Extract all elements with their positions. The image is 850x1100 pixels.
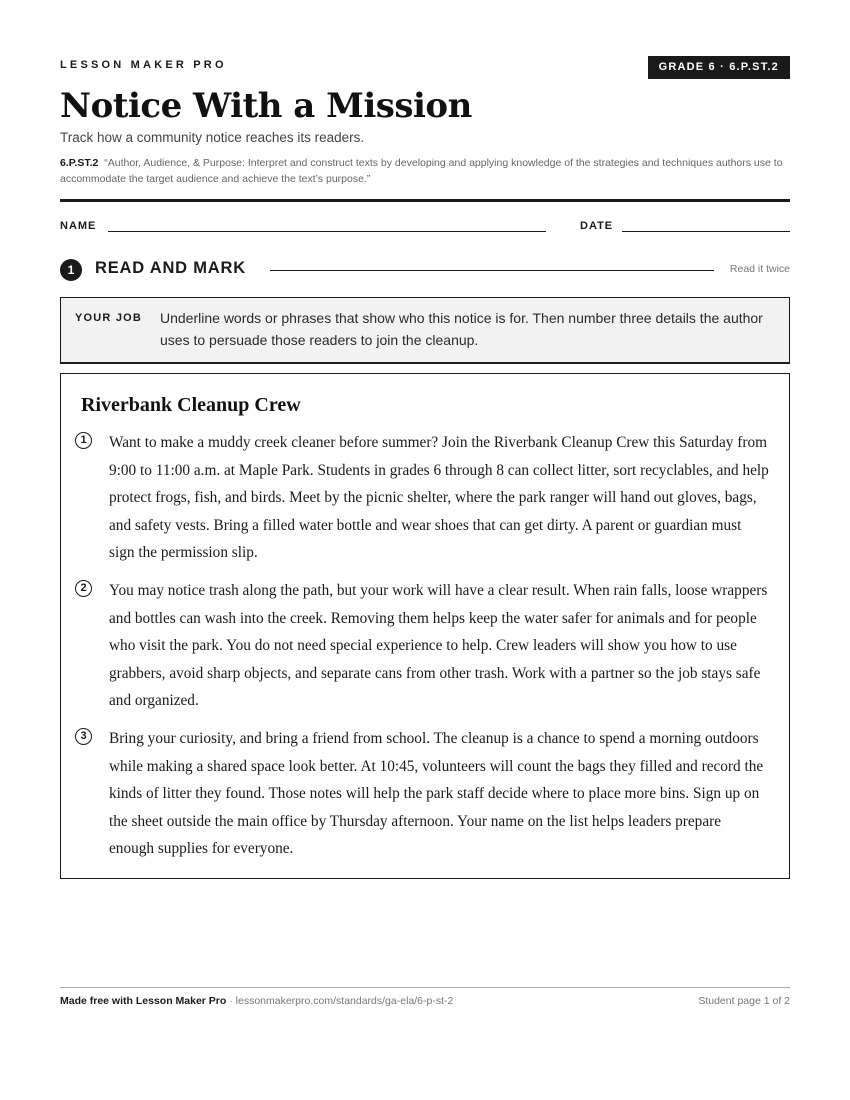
your-job-label: YOUR JOB <box>75 312 143 324</box>
footer-page-number: Student page 1 of 2 <box>698 995 790 1007</box>
date-label: DATE <box>580 220 614 232</box>
footer-made-with: Made free with Lesson Maker Pro <box>60 995 227 1007</box>
name-label: NAME <box>60 220 97 232</box>
your-job-box <box>60 297 790 364</box>
footer-separator: · <box>226 995 236 1007</box>
section-divider <box>270 270 714 271</box>
section-title: READ AND MARK <box>95 259 246 277</box>
paragraph-number-2: 2 <box>75 580 92 597</box>
standard-text: “Author, Audience, & Purpose: Interpret and construct texts by developing and applying knowledge of the strategies and techniques authors use to accommodate the target audience and achieve the text’s purpose.” <box>60 157 783 185</box>
footer-url-link[interactable]: lessonmakerpro.com/standards/ga-ela/6-p-st-2 <box>235 995 454 1007</box>
name-field-line[interactable] <box>108 231 546 232</box>
page-subtitle: Track how a community notice reaches its readers. <box>60 130 365 145</box>
date-field-line[interactable] <box>622 231 790 232</box>
standard-description <box>60 155 790 187</box>
your-job-instructions: Underline words or phrases that show who this notice is for. Then number three details the author uses to persuade those readers to join the cleanup. <box>160 310 763 348</box>
section-note: Read it twice <box>729 263 790 275</box>
header-row <box>60 56 790 80</box>
paragraph-number-3: 3 <box>75 728 92 745</box>
notice-title: Riverbank Cleanup Crew <box>81 394 301 416</box>
paragraph-number-1: 1 <box>75 432 92 449</box>
paragraph-text-1: Want to make a muddy creek cleaner before summer? Join the Riverbank Cleanup Crew this Saturday from 9:00 to 11:00 a.m. at Maple Park. Students in grades 6 through 8 can collect litter, sort recyclables, and help protect frogs, fish, and birds. Meet by the picnic shelter, where the park ranger will hand out gloves, bags, and safety vests. Bring a filled water bottle and wear shoes that can get dirty. A parent or guardian must sign the permission slip. <box>109 434 769 562</box>
brand-name: LESSON MAKER PRO <box>60 59 227 71</box>
header-divider <box>60 199 790 202</box>
section-header <box>60 258 790 282</box>
footer-divider <box>60 987 790 988</box>
paragraph-text-3: Bring your curiosity, and bring a friend from school. The cleanup is a chance to spend a morning outdoors while making a shared space look better. At 10:45, volunteers will count the bags they filled and record the kinds of litter they found. Those notes will help the park staff decide where to place more bins. Sign up on the sheet outside the main office by Thursday afternoon. Your name on the list helps leaders prepare enough supplies for everyone. <box>109 730 764 858</box>
standard-code: 6.P.ST.2 <box>60 157 99 169</box>
name-date-row <box>60 219 790 235</box>
page-title: Notice With a Mission <box>60 86 472 126</box>
grade-badge: GRADE 6 · 6.P.ST.2 <box>648 56 790 79</box>
paragraph-text-2: You may notice trash along the path, but your work will have a clear result. When rain falls, loose wrappers and bottles can wash into the creek. Removing them helps keep the water safer for animals and for people who visit the park. You do not need special experience to help. Crew leaders will show you how to use grabbers, avoid sharp objects, and separate cans from other trash. Work with a partner so the job stays safe and organized. <box>109 582 768 710</box>
worksheet-page <box>60 0 790 1100</box>
section-number-badge: 1 <box>60 259 82 281</box>
notice-passage <box>60 373 790 879</box>
footer-credit <box>60 995 453 1007</box>
